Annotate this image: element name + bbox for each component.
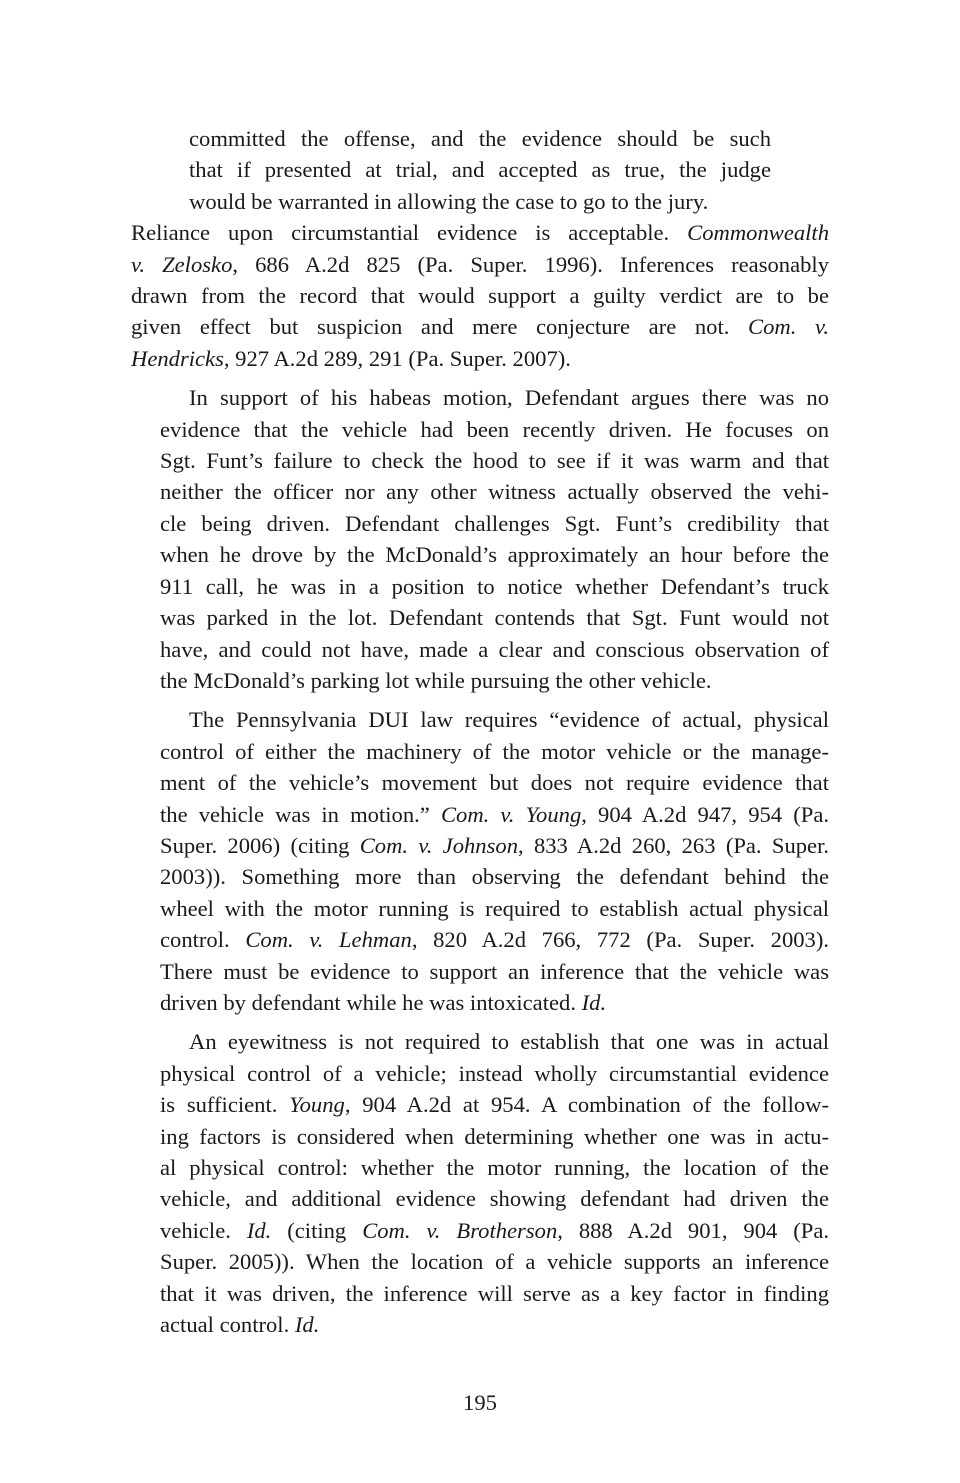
block-quote-line: would be warranted in allowing the case to go to the jury.: [189, 188, 709, 214]
paragraph-line: driven by defendant while he was intoxicated. Id.: [160, 989, 607, 1015]
paragraph-line: 911 call, he was in a position to notice whether Defendant’s truck: [160, 573, 829, 599]
paragraph-line: Super. 2005)). When the location of a vehicle supports an inference: [160, 1249, 829, 1275]
citation-italic: Com. v. Lehman: [245, 927, 412, 953]
paragraph-line: evidence that the vehicle had been recently driven. He focuses on: [160, 416, 829, 442]
paragraph-line: vehicle. Id. (citing Com. v. Brotherson, 888 A.2d 901, 904 (Pa.: [160, 1217, 830, 1243]
citation-italic: Com. v. Young: [440, 801, 582, 827]
block-quote: [189, 123, 771, 217]
paragraph-line: that it was driven, the inference will serve as a key factor in finding: [160, 1280, 829, 1306]
paragraph-line: An eyewitness is not required to establish that one was in actual: [189, 1029, 829, 1055]
paragraph-line: have, and could not have, made a clear and conscious observation of: [160, 636, 829, 662]
paragraph-line: was parked in the lot. Defendant contends that Sgt. Funt would not: [160, 605, 829, 631]
paragraph: [131, 1026, 829, 1340]
paragraph-line: ing factors is considered when determining whether one was in actu-: [160, 1123, 829, 1149]
page-number: 195: [463, 1390, 497, 1415]
citation-italic: Com. v. Johnson: [359, 832, 518, 858]
document-body: [131, 123, 829, 1340]
paragraphs: [131, 217, 829, 1340]
block-quote-line: committed the offense, and the evidence should be such: [189, 126, 771, 151]
citation-italic: Id.: [246, 1217, 272, 1243]
paragraph-line: In support of his habeas motion, Defendant argues there was no: [189, 385, 829, 411]
paragraph-line: given effect but suspicion and mere conjecture are not. Com. v.: [131, 314, 830, 340]
paragraph-line: Super. 2006) (citing Com. v. Johnson, 833 A.2d 260, 263 (Pa. Super.: [160, 832, 830, 858]
paragraph-line: The Pennsylvania DUI law requires “evidence of actual, physical: [189, 707, 829, 733]
paragraph-line: neither the officer nor any other witness actually observed the vehi-: [160, 479, 829, 505]
citation-italic: Id.: [581, 989, 607, 1015]
citation-italic: Hendricks: [131, 345, 224, 371]
paragraph-line: vehicle, and additional evidence showing defendant had driven the: [160, 1186, 829, 1212]
paragraph-line: ment of the vehicle’s movement but does not require evidence that: [160, 770, 829, 796]
paragraph-line: is sufficient. Young, 904 A.2d at 954. A combination of the follow-: [160, 1092, 829, 1118]
citation-italic: Commonwealth: [687, 220, 829, 246]
paragraph-line: Hendricks, 927 A.2d 289, 291 (Pa. Super. 2007).: [131, 345, 571, 371]
paragraph-line: actual control. Id.: [160, 1312, 320, 1338]
block-quote-line: that if presented at trial, and accepted as true, the judge: [189, 157, 771, 183]
paragraph-line: the McDonald’s parking lot while pursuing the other vehicle.: [160, 667, 712, 693]
paragraph: [131, 704, 829, 1018]
paragraph-line: Sgt. Funt’s failure to check the hood to see if it was warm and that: [160, 448, 829, 474]
paragraph-line: Reliance upon circumstantial evidence is acceptable. Commonwealth: [131, 220, 829, 246]
paragraph-line: the vehicle was in motion.” Com. v. Young, 904 A.2d 947, 954 (Pa.: [160, 801, 829, 827]
paragraph-line: al physical control: whether the motor running, the location of the: [160, 1155, 829, 1180]
paragraph-line: There must be evidence to support an inference that the vehicle was: [160, 958, 829, 984]
paragraph-line: v. Zelosko, 686 A.2d 825 (Pa. Super. 1996). Inferences reasonably: [131, 251, 829, 277]
citation-italic: Com. v.: [748, 314, 830, 340]
paragraph-line: control. Com. v. Lehman, 820 A.2d 766, 772 (Pa. Super. 2003).: [160, 927, 830, 953]
paragraph-line: when he drove by the McDonald’s approximately an hour before the: [160, 542, 829, 568]
paragraph: [131, 382, 829, 696]
paragraph-line: control of either the machinery of the motor vehicle or the manage-: [160, 738, 829, 764]
paragraph-line: 2003)). Something more than observing the defendant behind the: [160, 864, 829, 890]
paragraph-line: wheel with the motor running is required to establish actual physical: [160, 895, 829, 921]
citation-italic: Com. v. Brotherson: [362, 1217, 558, 1243]
paragraph-line: physical control of a vehicle; instead wholly circumstantial evidence: [160, 1060, 829, 1086]
paragraph-line: drawn from the record that would support a guilty verdict are to be: [131, 283, 829, 309]
paragraph-line: cle being driven. Defendant challenges Sgt. Funt’s credibility that: [160, 510, 829, 536]
citation-italic: Id.: [294, 1312, 320, 1338]
citation-italic: v. Zelosko: [131, 251, 233, 277]
citation-italic: Young: [289, 1092, 345, 1118]
paragraph: [131, 217, 829, 374]
